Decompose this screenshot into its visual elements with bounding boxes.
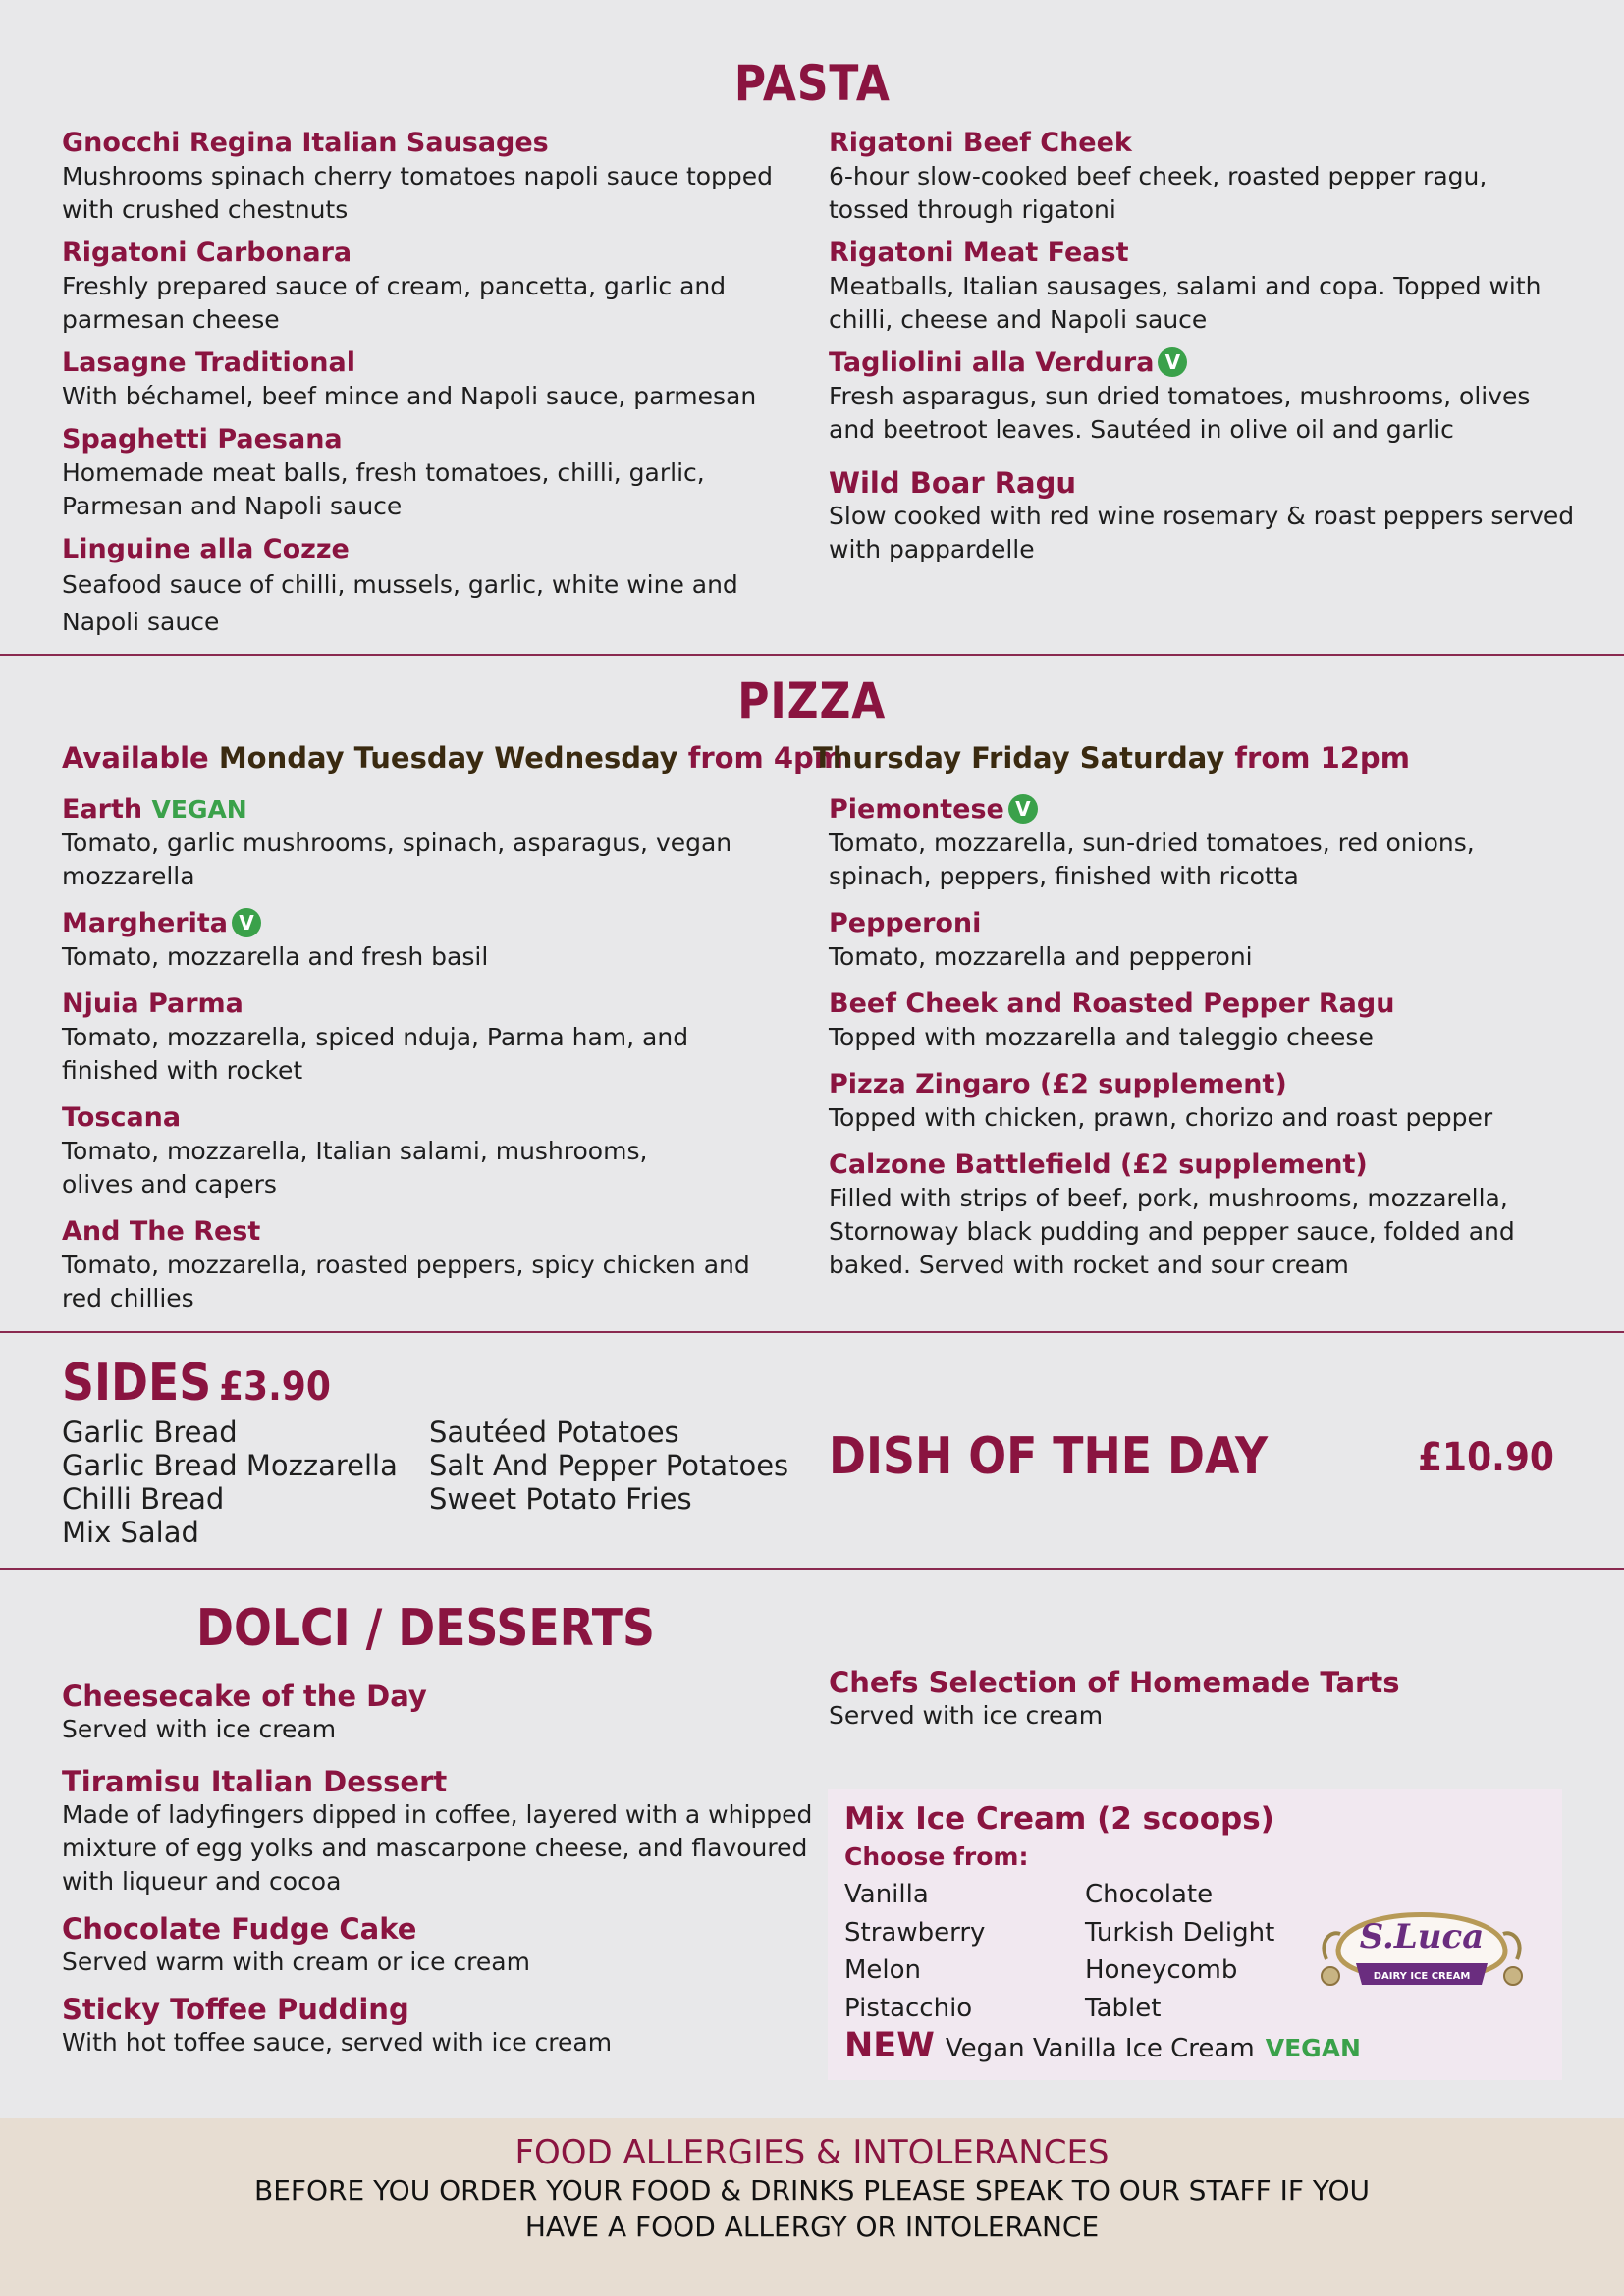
item-name: Tiramisu Italian Dessert xyxy=(62,1765,448,1798)
sides-column-1 xyxy=(62,1415,398,1549)
section-divider xyxy=(0,1331,1624,1333)
item-description: With béchamel, beef mince and Napoli sauce, parmesan xyxy=(62,382,757,410)
item-name: Pizza Zingaro (£2 supplement) xyxy=(829,1069,1287,1099)
flavour-item: Melon xyxy=(844,1955,922,1985)
side-item: Garlic Bread Mozzarella xyxy=(62,1449,398,1482)
availability-days: Monday Tuesday Wednesday xyxy=(218,741,678,774)
sides-price: £3.90 xyxy=(219,1364,331,1410)
item-description: Slow cooked with red wine rosemary & roast peppers served with pappardelle xyxy=(829,502,1575,563)
sides-column-2 xyxy=(429,1415,788,1516)
item-name: Spaghetti Paesana xyxy=(62,424,343,454)
logo-text: S.Luca xyxy=(1359,1917,1485,1956)
item-description: Tomato, mozzarella, roasted peppers, spicy chicken and red chillies xyxy=(62,1251,750,1312)
flavour-item: Strawberry xyxy=(844,1917,986,1948)
vegetarian-badge-icon: V xyxy=(232,908,261,937)
menu-item xyxy=(62,347,808,413)
item-description: Meatballs, Italian sausages, salami and copa. Topped with chilli, cheese and Napoli sauce xyxy=(829,272,1542,334)
menu-item xyxy=(62,988,808,1088)
menu-item xyxy=(829,1148,1575,1282)
flavours-column-2 xyxy=(1085,1876,1274,2027)
flavour-item: Turkish Delight xyxy=(1085,1917,1275,1948)
item-description: Served with ice cream xyxy=(62,1715,337,1743)
availability-days: Thursday Friday Saturday xyxy=(813,741,1225,774)
side-item: Salt And Pepper Potatoes xyxy=(429,1449,789,1482)
item-name: Wild Boar Ragu xyxy=(829,466,1077,500)
item-name: Cheesecake of the Day xyxy=(62,1680,427,1713)
item-description: Tomato, mozzarella and fresh basil xyxy=(62,942,489,971)
item-name: Tagliolini alla Verdura xyxy=(829,347,1155,378)
allergy-line-2: HAVE A FOOD ALLERGY OR INTOLERANCE xyxy=(524,2211,1100,2243)
item-description: Made of ladyfingers dipped in coffee, layered with a whipped mixture of egg yolks and mascarpone cheese, and flavoured with liqueur and cocoa xyxy=(62,1800,813,1896)
availability-label: Available xyxy=(62,741,209,774)
item-name-wrap xyxy=(829,347,1575,380)
menu-item xyxy=(62,1912,818,1979)
menu-item xyxy=(62,533,808,641)
item-name: Gnocchi Regina Italian Sausages xyxy=(62,128,549,158)
menu-item xyxy=(62,1101,808,1201)
new-item: Vegan Vanilla Ice Cream xyxy=(945,2034,1255,2063)
item-description: Topped with mozzarella and taleggio cheese xyxy=(829,1023,1374,1051)
menu-item xyxy=(62,1680,818,1746)
item-description: Tomato, mozzarella, sun-dried tomatoes, red onions, spinach, peppers, finished with ricotta xyxy=(829,828,1475,890)
pizza-availability-weekend xyxy=(813,741,1410,774)
menu-item xyxy=(62,1215,808,1315)
pizza-title: PIZZA xyxy=(737,672,887,729)
menu-item xyxy=(62,127,808,227)
sluca-logo-icon xyxy=(1309,1883,1535,2020)
item-name: Sticky Toffee Pudding xyxy=(62,1993,409,2026)
allergy-title: FOOD ALLERGIES & INTOLERANCES xyxy=(514,2133,1110,2172)
availability-time: from 4pm xyxy=(687,741,844,774)
item-description: Topped with chicken, prawn, chorizo and roast pepper xyxy=(829,1103,1493,1132)
pasta-left-column xyxy=(62,127,808,651)
vegan-label: VEGAN xyxy=(1265,2034,1361,2062)
item-name: Chefs Selection of Homemade Tarts xyxy=(829,1666,1400,1699)
item-description: Seafood sauce of chilli, mussels, garlic, white wine and Napoli sauce xyxy=(62,570,738,636)
menu-item xyxy=(829,127,1575,227)
ice-cream-choose-label: Choose from: xyxy=(844,1842,1029,1871)
item-description: Tomato, mozzarella and pepperoni xyxy=(829,942,1253,971)
allergy-footer xyxy=(0,2118,1624,2296)
new-label: NEW xyxy=(844,2026,935,2065)
item-name: Piemontese xyxy=(829,794,1004,825)
ice-cream-box xyxy=(828,1789,1562,2080)
item-description: Tomato, mozzarella, spiced nduja, Parma ham, and finished with rocket xyxy=(62,1023,689,1085)
item-description: Filled with strips of beef, pork, mushrooms, mozzarella, Stornoway black pudding and pepper sauce, folded and baked. Served with rocket and sour cream xyxy=(829,1184,1515,1279)
desserts-title: DOLCI / DESSERTS xyxy=(196,1599,655,1658)
item-description: Fresh asparagus, sun dried tomatoes, mushrooms, olives and beetroot leaves. Sautéed in olive oil and garlic xyxy=(829,382,1531,444)
logo-subtext: DAIRY ICE CREAM xyxy=(1373,1971,1471,1982)
sluca-logo xyxy=(1309,1883,1535,2020)
pasta-right-column xyxy=(829,127,1575,576)
item-name: Linguine alla Cozze xyxy=(62,534,350,564)
item-description: Freshly prepared sauce of cream, pancetta, garlic and parmesan cheese xyxy=(62,272,727,334)
menu-item xyxy=(62,1765,818,1898)
vegan-label: VEGAN xyxy=(151,795,247,824)
item-name: Pepperoni xyxy=(829,908,982,938)
pizza-heading-wrap xyxy=(0,672,1624,729)
pasta-heading-wrap xyxy=(0,55,1624,112)
side-item: Chilli Bread xyxy=(62,1482,225,1516)
pasta-title: PASTA xyxy=(733,55,891,112)
item-name: Toscana xyxy=(62,1102,182,1133)
item-description: Homemade meat balls, fresh tomatoes, chilli, garlic, Parmesan and Napoli sauce xyxy=(62,458,705,520)
desserts-left-column xyxy=(62,1680,818,2069)
vegetarian-badge-icon: V xyxy=(1008,794,1038,824)
menu-item xyxy=(829,793,1575,893)
item-description: 6-hour slow-cooked beef cheek, roasted pepper ragu, tossed through rigatoni xyxy=(829,162,1488,224)
sides-heading xyxy=(62,1354,344,1413)
menu-item xyxy=(829,907,1575,974)
item-description: Tomato, mozzarella, Italian salami, mushrooms, olives and capers xyxy=(62,1137,648,1199)
new-vegan-ice-cream xyxy=(844,2025,1361,2072)
vegetarian-badge-icon: V xyxy=(1158,347,1187,377)
dish-of-the-day-title: DISH OF THE DAY xyxy=(829,1427,1269,1486)
menu-item xyxy=(62,793,808,893)
item-name: Njuia Parma xyxy=(62,988,244,1019)
pizza-availability-weekdays xyxy=(62,741,843,774)
side-item: Sautéed Potatoes xyxy=(429,1415,679,1449)
item-name-wrap xyxy=(829,793,1575,827)
menu-item xyxy=(62,237,808,337)
allergy-line-1: BEFORE YOU ORDER YOUR FOOD & DRINKS PLEASE SPEAK TO OUR STAFF IF YOU xyxy=(253,2174,1371,2207)
side-item: Garlic Bread xyxy=(62,1415,238,1449)
item-name: And The Rest xyxy=(62,1216,261,1247)
availability-time: from 12pm xyxy=(1234,741,1410,774)
item-description: Served with ice cream xyxy=(829,1701,1104,1730)
menu-item xyxy=(829,347,1575,447)
dish-of-the-day-price: £10.90 xyxy=(1418,1435,1554,1480)
item-name: Lasagne Traditional xyxy=(62,347,355,378)
flavour-item: Tablet xyxy=(1085,1993,1162,2023)
section-divider xyxy=(0,1568,1624,1570)
item-name: Earth xyxy=(62,794,143,825)
menu-item xyxy=(829,237,1575,337)
menu-item xyxy=(62,423,808,523)
item-description: With hot toffee sauce, served with ice cream xyxy=(62,2028,613,2056)
flavour-item: Pistacchio xyxy=(844,1993,973,2023)
item-name: Calzone Battlefield (£2 supplement) xyxy=(829,1149,1368,1180)
item-name-wrap xyxy=(62,793,808,827)
sides-title: SIDES xyxy=(62,1354,212,1413)
side-item: Sweet Potato Fries xyxy=(429,1482,692,1516)
menu-item xyxy=(62,907,808,974)
pizza-right-column xyxy=(829,793,1575,1292)
menu-item xyxy=(829,988,1575,1054)
dish-of-the-day-block xyxy=(829,1427,1327,1486)
dish-of-the-day-price-wrap xyxy=(1418,1435,1569,1480)
side-item: Mix Salad xyxy=(62,1516,199,1549)
item-description: Tomato, garlic mushrooms, spinach, asparagus, vegan mozzarella xyxy=(62,828,732,890)
item-name: Beef Cheek and Roasted Pepper Ragu xyxy=(829,988,1395,1019)
menu-item xyxy=(829,466,1575,566)
ice-cream-title: Mix Ice Cream (2 scoops) xyxy=(844,1801,1274,1837)
flavour-item: Honeycomb xyxy=(1085,1955,1238,1985)
menu-item xyxy=(829,1666,1575,1733)
desserts-heading-wrap xyxy=(196,1599,718,1658)
item-name: Rigatoni Meat Feast xyxy=(829,238,1129,268)
pizza-left-column xyxy=(62,793,808,1325)
item-name: Rigatoni Beef Cheek xyxy=(829,128,1132,158)
item-name-wrap xyxy=(62,907,808,940)
item-name: Rigatoni Carbonara xyxy=(62,238,352,268)
menu-item xyxy=(829,1068,1575,1135)
item-name: Chocolate Fudge Cake xyxy=(62,1912,417,1946)
item-name: Margherita xyxy=(62,908,228,938)
item-description: Served warm with cream or ice cream xyxy=(62,1948,530,1976)
desserts-right-column xyxy=(829,1666,1575,1742)
menu-item xyxy=(62,1993,818,2059)
item-description: Mushrooms spinach cherry tomatoes napoli sauce topped with crushed chestnuts xyxy=(62,162,774,224)
section-divider xyxy=(0,654,1624,656)
flavour-item: Vanilla xyxy=(844,1880,929,1909)
flavours-column-1 xyxy=(844,1876,985,2027)
flavour-item: Chocolate xyxy=(1085,1880,1214,1909)
